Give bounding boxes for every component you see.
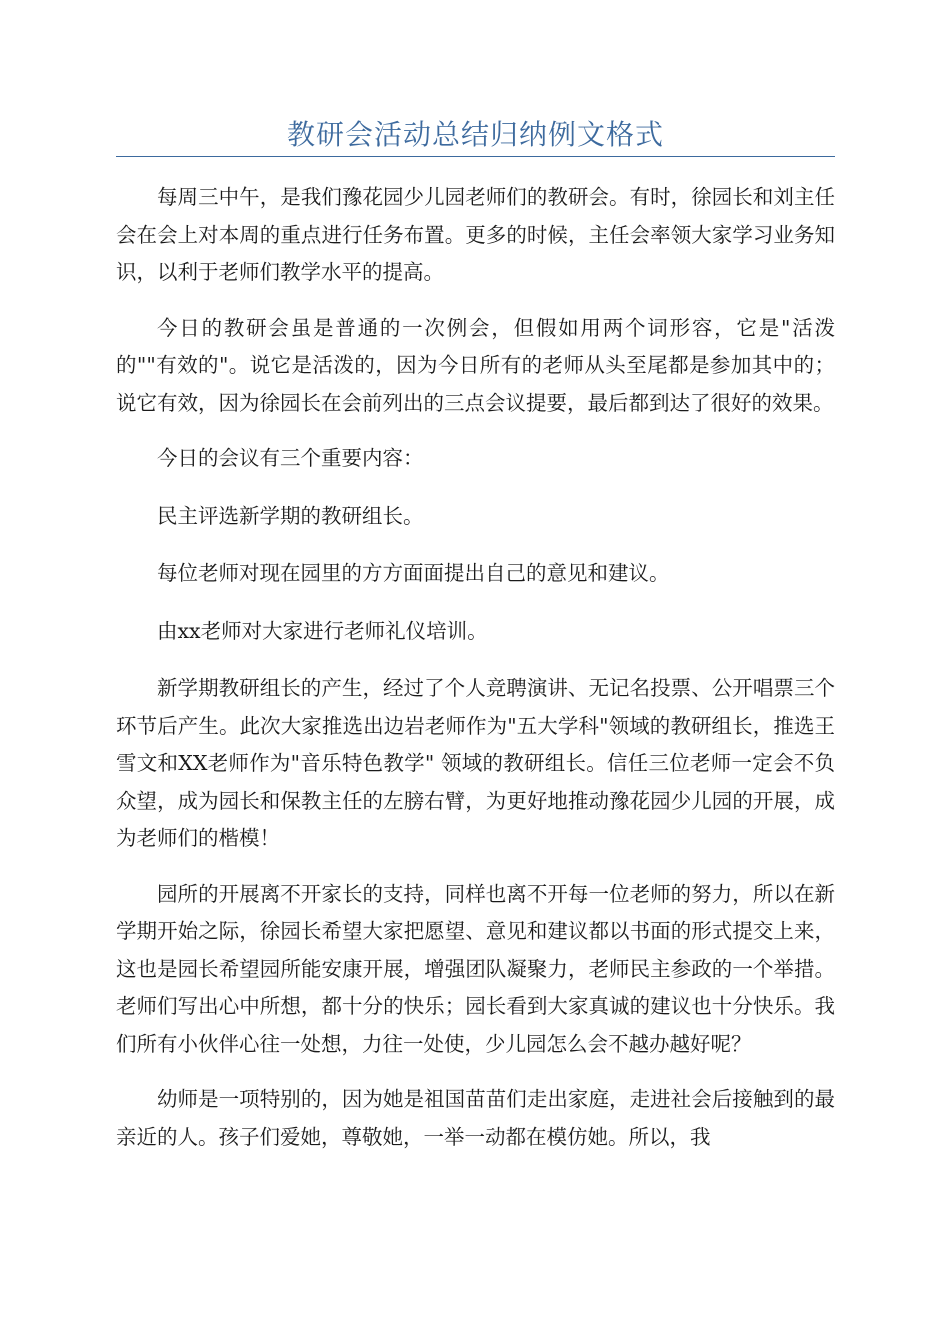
document-body (116, 179, 835, 1156)
document-title: 教研会活动总结归纳例文格式 (286, 118, 664, 151)
paragraph-agenda-item-2: 每位老师对现在园里的方方面面提出自己的意见和建议。 (157, 561, 670, 585)
paragraph-intro: 每周三中午，是我们豫花园少儿园老师们的教研会。有时，徐园长和刘主任会在会上对本周的重点进行任务布置。更多的时候，主任会率领大家学习业务知识，以利于老师们教学水平的提高。 (116, 185, 835, 284)
paragraph-election: 新学期教研组长的产生，经过了个人竞聘演讲、无记名投票、公开唱票三个环节后产生。此次大家推选出边岩老师作为"五大学科"领域的教研组长，推选王雪文和XX老师作为"音乐特色教学" 领域的教研组长。信任三位老师一定会不负众望，成为园长和保教主任的左膀右臂，为更好地推动豫花园少儿园的开展，成为老师们的楷模！ (116, 676, 835, 850)
paragraph-summary: 今日的教研会虽是普通的一次例会，但假如用两个词形容，它是"活泼的""有效的"。说它是活泼的，因为今日所有的老师从头至尾都是参加其中的；说它有效，因为徐园长在会前列出的三点会议提要，最后都到达了很好的效果。 (116, 315, 835, 415)
paragraph-agenda-item-3: 由xx老师对大家进行老师礼仪培训。 (157, 618, 488, 643)
document-page (116, 0, 835, 1174)
paragraph-agenda-item-1: 民主评选新学期的教研组长。 (157, 503, 424, 528)
paragraph-agenda-heading: 今日的会议有三个重要内容： (157, 446, 424, 470)
paragraph-teacher-role: 幼师是一项特别的，因为她是祖国苗苗们走出家庭，走进社会后接触到的最亲近的人。孩子们爱她，尊敬她，一举一动都在模仿她。所以，我 (116, 1087, 835, 1149)
title-underline (116, 156, 835, 157)
paragraph-suggestions: 园所的开展离不开家长的支持，同样也离不开每一位老师的努力，所以在新学期开始之际，徐园长希望大家把愿望、意见和建议都以书面的形式提交上来，这也是园长希望园所能安康开展，增强团队凝聚力，老师民主参政的一个举措。老师们写出心中所想，都十分的快乐；园长看到大家真诚的建议也十分快乐。我们所有小伙伴心往一处想，力往一处使，少儿园怎么会不越办越好呢？ (116, 881, 835, 1056)
